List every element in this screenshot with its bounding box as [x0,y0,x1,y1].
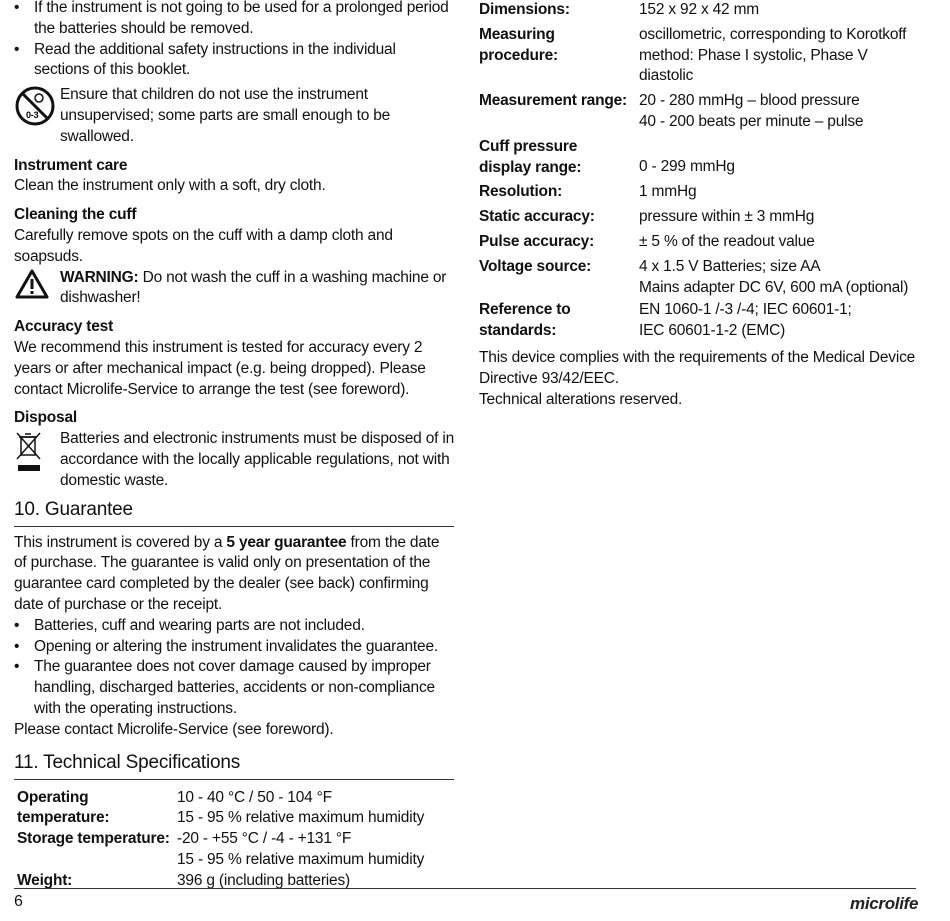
section-title: Cleaning the cuff [14,206,137,224]
table-row: Weight: 396 g (including batteries) [17,871,350,889]
bullet-icon: • [14,658,20,676]
crossed-bin-icon [14,429,60,482]
table-row: Voltage source: 4 x 1.5 V Batteries; size AA Mains adapter DC 6V, 600 mA (optional) [479,257,909,296]
list-item: • Opening or altering the instrument invalidates the guarantee. [14,637,454,658]
table-row: Dimensions: 152 x 92 x 42 mm [479,1,759,18]
children-warning: 0-3 Ensure that children do not use the instrument unsupervised; some parts are small enough to be swallowed. [14,85,454,147]
table-row: Measuring procedure: oscillometric, corresponding to Korotkoff method: Phase I systolic, Phase V diastolic [479,25,907,85]
brand-logo: microlife [850,894,919,913]
alterations-note: Technical alterations reserved. [479,390,683,408]
compliance-note: This device complies with the requirements of the Medical Device Directive 93/42/EEC. [479,348,916,387]
table-row: Storage temperature: -20 - +55 °C / -4 - +131 °F 15 - 95 % relative maximum humidity [17,830,425,868]
warning-icon [14,268,60,307]
instrument-care-section: Instrument care Clean the instrument only with a soft, dry cloth. [14,156,454,198]
table-row: Static accuracy: pressure within ± 3 mmHg [479,208,815,226]
bullet-icon: • [14,0,20,16]
guarantee-section: 10. Guarantee This instrument is covered by a 5 year guarantee from the date of purchase. The guarantee is valid only on presentation of the guarantee card completed by the dealer (see back) confirming date of purchase or the receipt. • Batteries, cuff and wearing parts are not included. • Opening or altering the instrument invalidates the guarantee. • The guarantee does not cover damage caused by improper handling, discharged batteries, accidents or non-compliance with the operating instructions. Please contact Microlife-Service (see foreword). [14,498,454,741]
tech-specs-section [14,751,454,892]
bullet-icon: • [14,40,20,58]
bullet-icon: • [14,637,20,655]
page-number: 6 [14,893,23,910]
section-heading: 11. Technical Specifications [14,751,454,780]
spec-table [17,788,424,892]
table-row: Reference to standards: EN 1060-1 /-3 /-4; IEC 60601-1; IEC 60601-1-2 (EMC) [479,301,852,340]
left-column [14,0,454,891]
no-children-icon [14,85,60,134]
section-title: Disposal [14,409,78,427]
bullet-icon: • [14,616,20,634]
section-heading: 10. Guarantee [14,498,454,527]
accuracy-test-section: Accuracy test We recommend this instrument is tested for accuracy every 2 years or after mechanical impact (e.g. being dropped). Please contact Microlife-Service to arrange the test (see foreword). [14,317,454,400]
table-row: Resolution: 1 mmHg [479,183,697,201]
list-item: • Read the additional safety instructions in the individual sections of this booklet. [14,40,454,82]
table-row: Cuff pressure display range: 0 - 299 mmHg [479,137,735,176]
age-badge-text: 0-3 [26,110,39,121]
section-title: Instrument care [14,156,128,174]
list-item: • The guarantee does not cover damage caused by improper handling, discharged batteries, accidents or non-compliance with the operating instructions. [14,657,454,719]
footer-divider [14,888,916,889]
spec-table [479,0,924,342]
table-row: Pulse accuracy: ± 5 % of the readout value [479,232,815,250]
list-item: • If the instrument is not going to be used for a prolonged period the batteries should be removed. [14,0,454,40]
list-item: • Batteries, cuff and wearing parts are not included. [14,616,454,637]
section-title: Accuracy test [14,318,114,336]
disposal-row: Batteries and electronic instruments must be disposed of in accordance with the locally applicable regulations, not with domestic waste. [14,429,454,491]
table-row: Operating temperature: 10 - 40 °C / 50 - 104 °F 15 - 95 % relative maximum humidity [17,788,425,827]
cleaning-cuff-section: Cleaning the cuff Carefully remove spots on the cuff with a damp cloth and soapsuds. WARNING: Do not wash the cuff in a washing machine or dishwasher! [14,205,454,309]
disposal-section [14,408,454,491]
right-column [479,0,924,410]
washing-warning: WARNING: Do not wash the cuff in a washing machine or dishwasher! [14,268,454,310]
table-row: Measurement range: 20 - 280 mmHg – blood pressure 40 - 200 beats per minute – pulse [479,92,864,130]
